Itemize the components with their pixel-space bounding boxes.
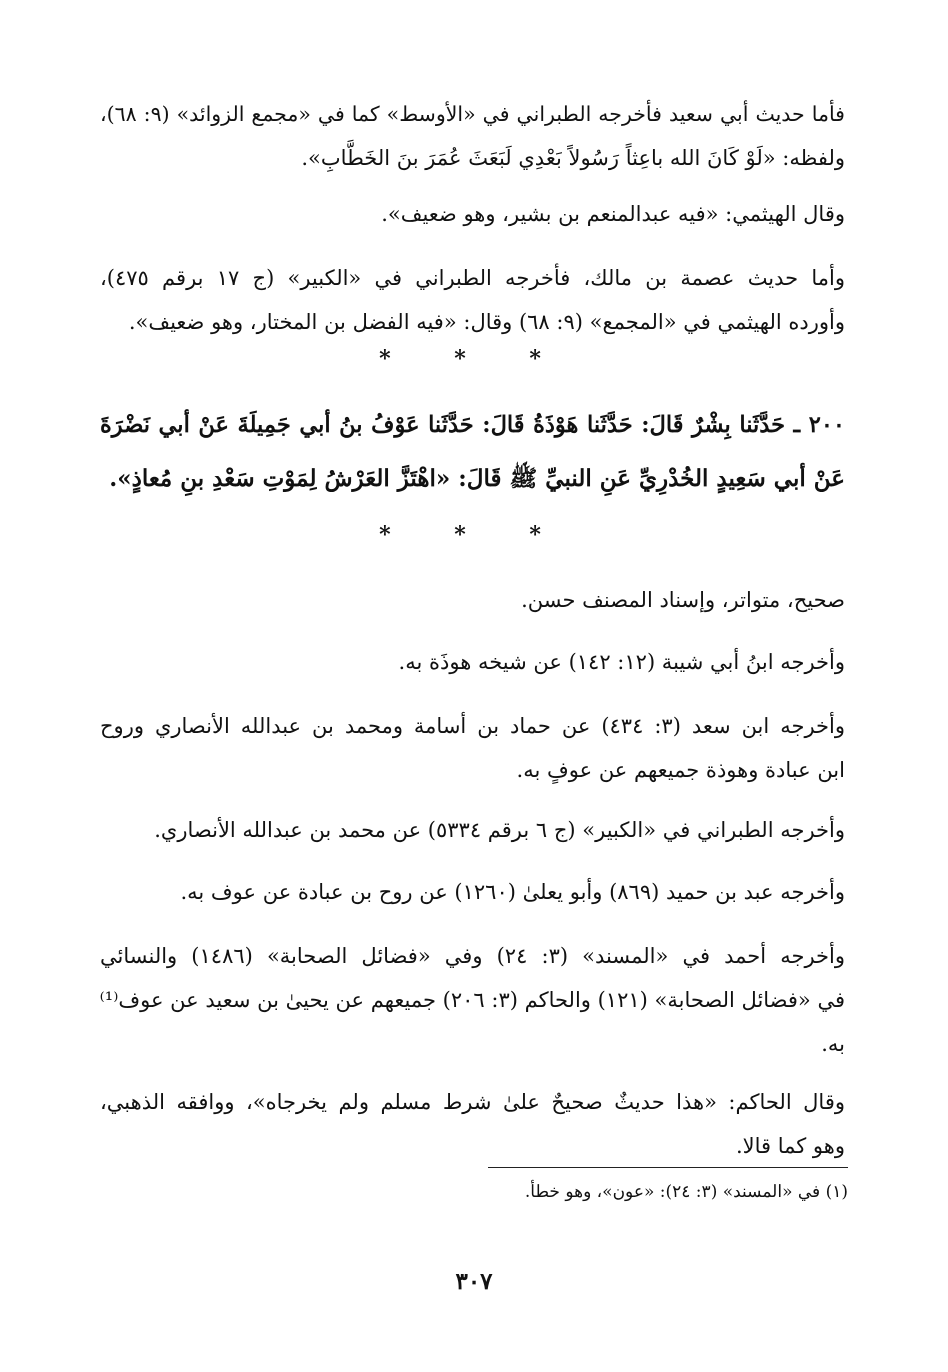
section-separator: * * * (379, 522, 569, 548)
hadith-line: عَنْ أبي سَعِيدٍ الخُدْرِيِّ عَنِ النبيِّ ﷺ قَالَ: «اهْتَزَّ العَرْشُ لِمَوْتِ سَعْدِ بنِ مُعاذٍ». (109, 465, 845, 492)
text-line: وأخرجه عبد بن حميد (٨٦٩) وأبو يعلىٰ (١٢٦٠) عن روح بن عبادة عن عوف به. (180, 880, 845, 904)
text-line: وأخرجه ابنُ أبي شيبة (١٢: ١٤٢) عن شيخه هوذَة به. (398, 650, 845, 674)
paragraph-ahmad-nasai-hakim (100, 934, 845, 1066)
paragraph-ismah-takhrij (100, 256, 845, 344)
text-line: وقال الحاكم: «هذا حديثٌ صحيحٌ علىٰ شرط مسلم ولم يخرجاه»، ووافقه الذهبي، (100, 1090, 845, 1114)
section-separator: * * * (379, 346, 569, 372)
paragraph-hakim-grading (100, 1080, 845, 1168)
page-number: ٣٠٧ (455, 1268, 493, 1295)
text-line: وقال الهيثمي: «فيه عبدالمنعم بن بشير، وهو ضعيف». (381, 202, 845, 226)
text-line: وأخرجه الطبراني في «الكبير» (ج ٦ برقم ٥٣٣٤) عن محمد بن عبدالله الأنصاري. (154, 818, 845, 842)
footnote-1: (١) في «المسند» (٣: ٢٤): «عون»، وهو خطأ. (524, 1182, 848, 1202)
text-line: به. (821, 1032, 845, 1056)
paragraph-ibn-abi-shaybah (100, 640, 845, 684)
text-line: ولفظه: «لَوْ كَانَ الله باعِثاً رَسُولاً بَعْدِي لَبَعَثَ عُمَرَ بنَ الخَطَّابِ». (301, 146, 845, 170)
hadith-200 (100, 398, 845, 506)
footnote-divider (488, 1167, 848, 1168)
hadith-line: ٢٠٠ ـ حَدَّثَنا بِشْرٌ قَالَ: حَدَّثَنا هَوْذَةُ قَالَ: حَدَّثَنا عَوْفُ بنُ أبي جَمِيلَةَ عَنْ أبي نَضْرَةَ (100, 412, 845, 438)
paragraph-abd-ibn-humayd (100, 870, 845, 914)
paragraph-tabarani-kabir (100, 808, 845, 852)
text-line: وأما حديث عصمة بن مالك، فأخرجه الطبراني في «الكبير» (ج ١٧ برقم ٤٧٥)، (100, 266, 846, 290)
paragraph-ibn-sad (100, 704, 845, 792)
text-line: وأخرجه ابن سعد (٣: ٤٣٤) عن حماد بن أسامة ومحمد بن عبدالله الأنصاري وروح (100, 714, 845, 738)
text-line: في «فضائل الصحابة» (١٢١) والحاكم (٣: ٢٠٦) جميعهم عن يحيىٰ بن سعيد عن عوف⁽¹⁾ (99, 988, 845, 1012)
text-line: وأورده الهيثمي في «المجمع» (٩: ٦٨) وقال: «فيه الفضل بن المختار، وهو ضعيف». (128, 310, 845, 334)
paragraph-abu-said-takhrij (100, 92, 845, 180)
text-line: فأما حديث أبي سعيد فأخرجه الطبراني في «الأوسط» كما في «مجمع الزوائد» (٩: ٦٨)، (100, 102, 845, 126)
paragraph-haythami-note (100, 192, 845, 236)
text-line: ابن عبادة وهوذة جميعهم عن عوفٍ به. (516, 758, 845, 782)
text-line: وهو كما قالا. (735, 1134, 845, 1158)
text-line: صحيح، متواتر، وإسناد المصنف حسن. (521, 588, 845, 612)
paragraph-grading (100, 578, 845, 622)
text-line: وأخرجه أحمد في «المسند» (٣: ٢٤) وفي «فضائل الصحابة» (١٤٨٦) والنسائي (100, 944, 845, 968)
